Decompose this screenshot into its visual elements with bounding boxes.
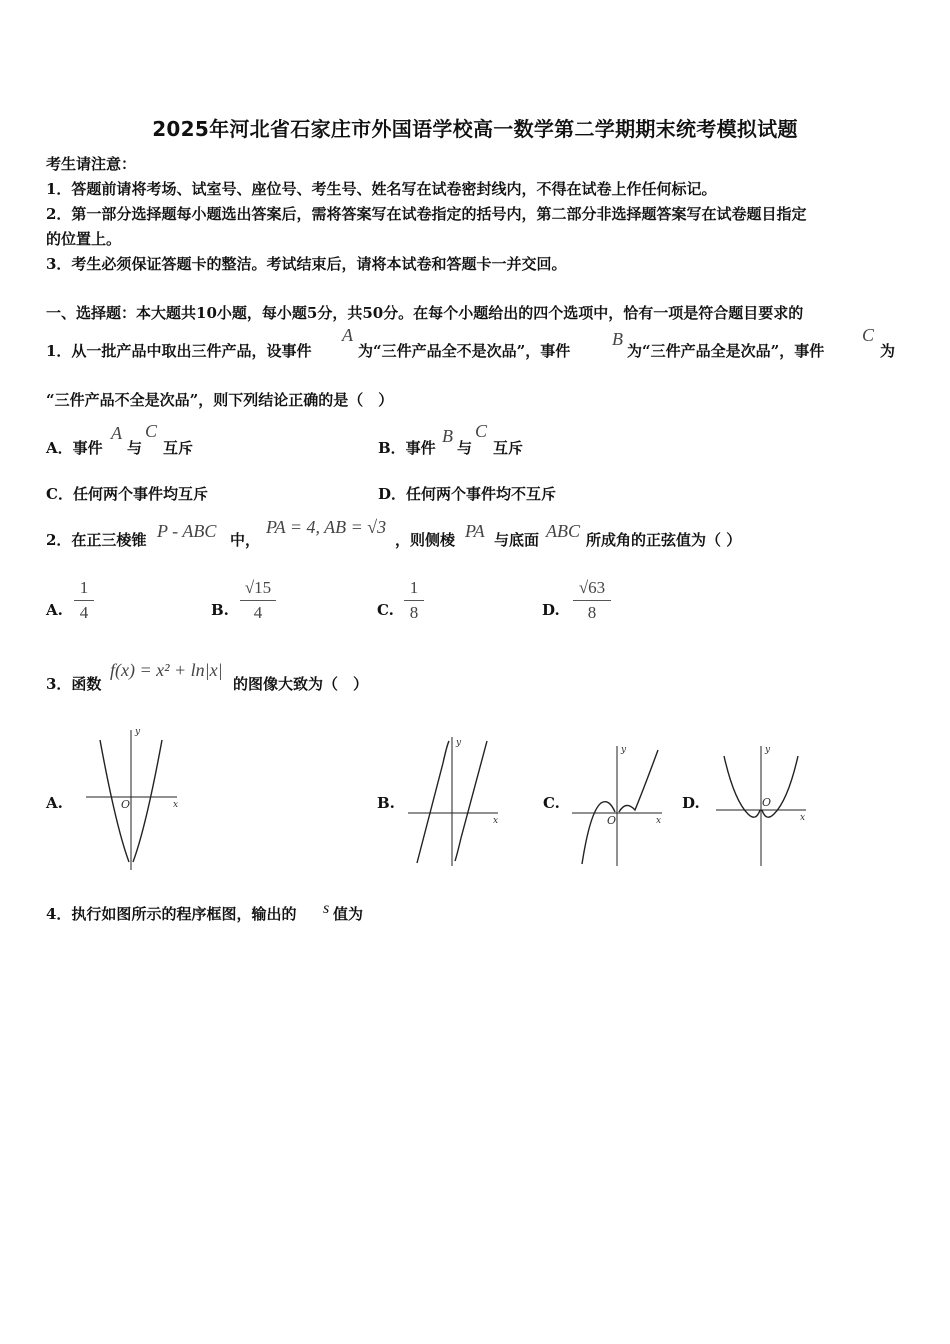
q1-option-b-end: 互斥 xyxy=(493,439,524,457)
q3-graph-d-curve-left xyxy=(724,756,760,817)
notice-item-2: 2．第一部分选择题每小题选出答案后，需将答案写在试卷指定的括号内，第二部分非选择题答案写在试卷题目指定 xyxy=(46,205,807,223)
q1-text-3: 为“三件产品全是次品”，事件 xyxy=(627,342,825,360)
q2-option-c-value xyxy=(404,578,424,623)
q3-option-b-label[interactable]: B. xyxy=(377,794,395,812)
q2-condition: PA = 4, AB = √3 xyxy=(266,517,387,537)
q3-graph-c-origin: O xyxy=(607,814,617,827)
q1-option-a-end: 互斥 xyxy=(163,439,194,457)
q2-option-d-value xyxy=(573,578,611,623)
q2-text-3: ，则侧棱 xyxy=(395,531,456,549)
q1-option-b-mid: 与 xyxy=(457,439,473,457)
q1-option-c[interactable]: C．任何两个事件均互斥 xyxy=(46,485,208,503)
notice-item-2-cont: 的位置上。 xyxy=(46,230,122,248)
q3-graph-b[interactable] xyxy=(403,733,503,868)
q2-option-c-den: 8 xyxy=(409,603,419,622)
q2-option-b-value xyxy=(240,578,276,623)
q4-variable: s xyxy=(323,900,330,917)
q4-text-2: 值为 xyxy=(333,905,364,923)
q2-text-1: 2．在正三棱锥 xyxy=(46,531,147,549)
page-title: 2025年河北省石家庄市外国语学校高一数学第二学期期末统考模拟试题 xyxy=(152,117,798,141)
q2-option-b-label: B. xyxy=(211,601,229,619)
q2-option-a-value xyxy=(74,578,94,623)
q3-graph-b-curve-left xyxy=(417,741,449,863)
q1-line-2: “三件产品不全是次品”，则下列结论正确的是（ ） xyxy=(46,391,394,409)
q3-graph-d-origin: O xyxy=(762,796,772,809)
q1-event-c: C xyxy=(862,325,875,345)
q3-graph-c-x-label: x xyxy=(656,816,662,826)
q2-text-2: 中， xyxy=(230,531,261,549)
q1-option-b-event-2: C xyxy=(475,421,488,441)
notice-item-1: 1．答题前请将考场、试室号、座位号、考生号、姓名写在试卷密封线内，不得在试卷上作任何标记。 xyxy=(46,180,717,198)
q1-event-b: B xyxy=(612,329,623,349)
q2-option-d-num: √63 xyxy=(578,578,606,597)
q3-graph-d-y-label: y xyxy=(765,745,771,755)
q1-option-a-event-1: A xyxy=(111,423,122,443)
q1-option-a-event-2: C xyxy=(145,421,158,441)
q3-option-c-label[interactable]: C. xyxy=(543,794,560,812)
q3-graph-c-curve-right xyxy=(619,750,658,812)
q2-option-a-label: A. xyxy=(46,601,63,619)
q3-graph-a-y-label: y xyxy=(135,727,141,737)
q2-text-4: 与底面 xyxy=(494,531,540,549)
q4-text-1: 4．执行如图所示的程序框图，输出的 xyxy=(46,905,297,923)
q2-option-b-den: 4 xyxy=(253,603,263,622)
q1-option-b-label: B．事件 xyxy=(378,439,436,457)
q2-option-b-num: √15 xyxy=(244,578,272,597)
notice-heading: 考生请注意： xyxy=(46,155,137,173)
q2-base: ABC xyxy=(546,521,580,541)
q2-option-c-num: 1 xyxy=(409,578,419,597)
q3-graph-d-x-label: x xyxy=(800,813,806,823)
q3-graph-c[interactable] xyxy=(568,740,668,868)
q3-graph-a[interactable] xyxy=(82,722,217,872)
notice-item-3: 3．考生必须保证答题卡的整洁。考试结束后，请将本试卷和答题卡一并交回。 xyxy=(46,255,567,273)
q3-graph-c-y-label: y xyxy=(621,745,627,755)
q2-option-c-label: C. xyxy=(377,601,394,619)
q2-edge: PA xyxy=(465,521,485,541)
q2-option-d-den: 8 xyxy=(587,603,597,622)
q1-option-d[interactable]: D．任何两个事件均不互斥 xyxy=(378,485,557,503)
q1-text-2: 为“三件产品全不是次品”，事件 xyxy=(358,342,571,360)
q3-text-1: 3．函数 xyxy=(46,675,102,693)
q3-function: f(x) = x² + ln|x| xyxy=(110,660,223,680)
q1-option-a-label: A．事件 xyxy=(46,439,103,457)
q3-graph-a-curve-right xyxy=(133,740,162,862)
q3-graph-b-x-label: x xyxy=(493,816,499,826)
q1-text-4: 为 xyxy=(880,342,896,360)
q3-graph-a-origin: O xyxy=(121,798,131,811)
q2-pyramid: P - ABC xyxy=(157,521,217,541)
q1-option-b-event-1: B xyxy=(442,426,453,446)
q1-option-a-mid: 与 xyxy=(127,439,143,457)
section-1-heading: 一、选择题：本大题共10小题，每小题5分，共50分。在每个小题给出的四个选项中，恰有一项是符合题目要求的 xyxy=(46,304,804,322)
q3-option-d-label[interactable]: D. xyxy=(682,794,700,812)
q2-option-a-den: 4 xyxy=(79,603,89,622)
q2-text-5: 所成角的正弦值为（ ） xyxy=(586,531,742,549)
q3-graph-b-curve-right xyxy=(455,741,487,861)
q1-text-1: 1．从一批产品中取出三件产品，设事件 xyxy=(46,342,312,360)
q3-text-2: 的图像大致为（ ） xyxy=(233,675,369,693)
q2-option-a-num: 1 xyxy=(79,578,89,597)
q3-graph-b-y-label: y xyxy=(456,738,462,748)
q3-graph-d[interactable] xyxy=(712,740,812,868)
q1-event-a: A xyxy=(342,325,353,345)
q3-graph-c-curve-left xyxy=(582,802,615,864)
q3-option-a-label[interactable]: A. xyxy=(46,794,63,812)
q3-graph-a-x-label: x xyxy=(173,800,179,810)
q2-option-d-label: D. xyxy=(542,601,560,619)
